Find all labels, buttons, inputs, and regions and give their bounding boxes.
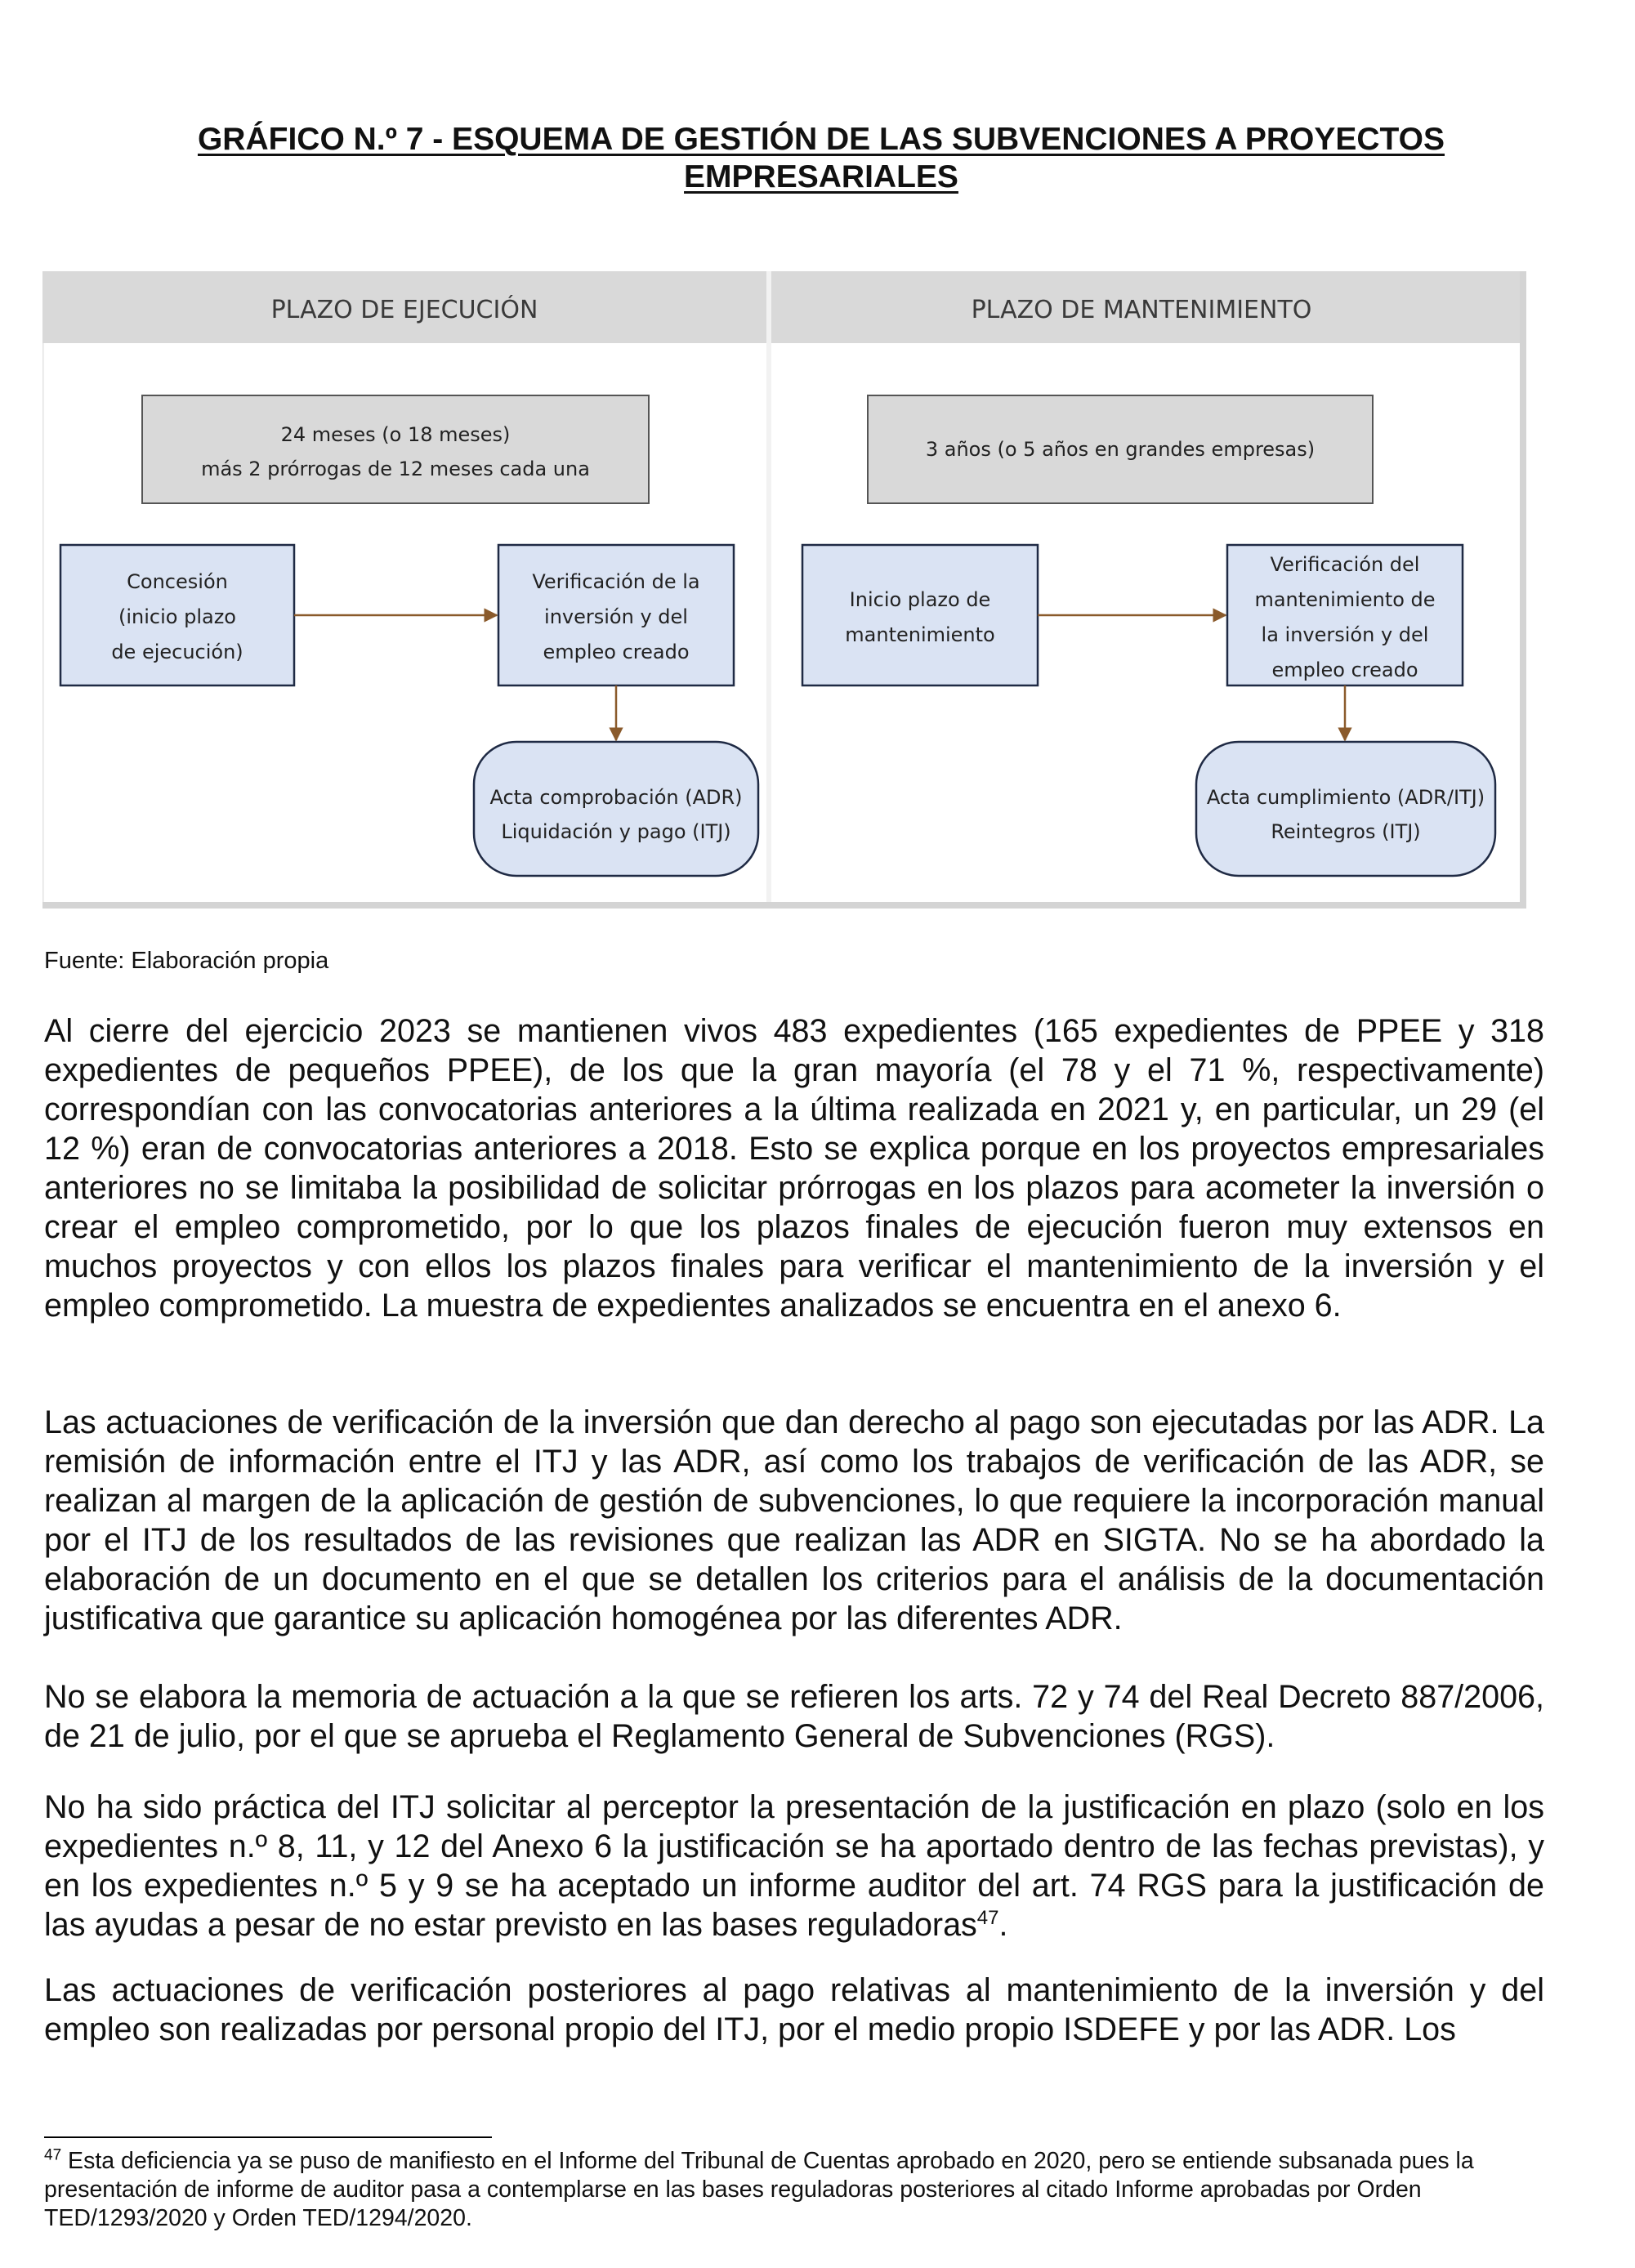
period-maintenance: 3 años (o 5 años en grandes empresas) (925, 438, 1316, 461)
footnote-separator (44, 2136, 492, 2138)
node-verificacion-inversion-line1: Verificación de la (532, 570, 700, 593)
node-acta-cumplimiento (1196, 742, 1495, 876)
footnote-reference-47[interactable]: 47 (976, 1906, 999, 1929)
frame-shadow-bottom (42, 902, 1526, 909)
node-acta-cumplimiento-line2: Reintegros (ITJ) (1271, 820, 1421, 843)
node-verificacion-mantenimiento-line1: Verificación del (1270, 553, 1420, 576)
node-verificacion-inversion-line2: inversión y del (544, 605, 688, 628)
node-acta-comprobacion-line2: Liquidación y pago (ITJ) (501, 820, 731, 843)
node-acta-comprobacion (474, 742, 758, 876)
paragraph-justificacion (44, 1788, 1544, 1944)
period-execution-line1: 24 meses (o 18 meses) (280, 423, 511, 446)
management-scheme-diagram (42, 271, 1526, 909)
footnote-47 (44, 2147, 1544, 2233)
figure-title: GRÁFICO N.º 7 - ESQUEMA DE GESTIÓN DE LAS SUBVENCIONES A PROYECTOS EMPRESARIALES (197, 122, 1445, 194)
footnote-number: 47 (44, 2146, 62, 2164)
header-execution: PLAZO DE EJECUCIÓN (270, 296, 538, 324)
paragraph-expedientes: Al cierre del ejercicio 2023 se mantienen vivos 483 expedientes (165 expedientes de PPEE y 318 expedientes de pequeños PPEE), de los que la gran mayoría (el 78 y el 71 %, respectivamente) correspondían con las convocatorias anteriores a la última realizada en 2021 y, en particular, un 29 (el 12 %) eran de convocatorias anteriores a 2018. Esto se explica porque en los proyectos empresariales anteriores no se limitaba la posibilidad de solicitar prórrogas en los plazos para acometer la inversión o crear el empleo comprometido, por lo que los plazos finales de ejecución fueron muy extensos en muchos proyectos y con ellos los plazos finales para verificar el mantenimiento de la inversión y el empleo comprometido. La muestra de expedientes analizados se encuentra en el anexo 6. (44, 1013, 1544, 1324)
node-concesion-line3: de ejecución) (111, 641, 243, 663)
paragraph-justificacion-text: No ha sido práctica del ITJ solicitar al perceptor la presentación de la justificación en plazo (solo en los expedientes n.º 8, 11, y 12 del Anexo 6 la justificación se ha aportado dentro de las fechas previstas), y en los expedientes n.º 5 y 9 se ha aceptado un informe auditor del art. 74 RGS para la justificación de las ayudas a pesar de no estar previsto en las bases reguladoras (44, 1789, 1544, 1943)
node-inicio-mantenimiento (802, 545, 1038, 685)
node-acta-comprobacion-line1: Acta comprobación (ADR) (489, 786, 743, 809)
frame-shadow-right (1520, 271, 1526, 909)
period-execution-line2: más 2 prórrogas de 12 meses cada una (201, 458, 590, 480)
node-concesion-line1: Concesión (127, 570, 228, 593)
header-maintenance: PLAZO DE MANTENIMIENTO (971, 296, 1312, 324)
node-acta-cumplimiento-line1: Acta cumplimiento (ADR/ITJ) (1206, 786, 1485, 809)
node-verificacion-mantenimiento-line2: mantenimiento de (1254, 588, 1436, 611)
node-inicio-mantenimiento-line2: mantenimiento (845, 623, 995, 646)
paragraph-verificacion-adr: Las actuaciones de verificación de la inversión que dan derecho al pago son ejecutadas por las ADR. La remisión de información entre el ITJ y las ADR, así como los trabajos de verificación de las ADR, se realizan al margen de la aplicación de gestión de subvenciones, lo que requiere la incorporación manual por el ITJ de los resultados de las revisiones que realizan las ADR en SIGTA. No se ha abordado la elaboración de un documento en el que se detallen los criterios para el análisis de la documentación justificativa que garantice su aplicación homogénea por las diferentes ADR. (44, 1404, 1544, 1636)
paragraph-memoria-actuacion: No se elabora la memoria de actuación a la que se refieren los arts. 72 y 74 del Real Decreto 887/2006, de 21 de julio, por el que se aprueba el Reglamento General de Subvenciones (RGS). (44, 1679, 1544, 1754)
paragraph-justificacion-end: . (998, 1907, 1008, 1943)
node-verificacion-mantenimiento-line4: empleo creado (1271, 659, 1418, 681)
footnote-text: Esta deficiencia ya se puso de manifiesto en el Informe del Tribunal de Cuentas aprobado en 2020, pero se entiende subsanada pues la presentación de informe de auditor pasa a contemplarse en las bases reguladoras posteriores al citado Informe aprobadas por Orden TED/1293/2020 y Orden TED/1294/2020. (44, 2148, 1474, 2231)
node-inicio-mantenimiento-line1: Inicio plazo de (849, 588, 991, 611)
node-verificacion-inversion-line3: empleo creado (543, 641, 690, 663)
figure-source-caption: Fuente: Elaboración propia (44, 948, 329, 974)
node-concesion-line2: (inicio plazo (118, 605, 236, 628)
period-box-execution (142, 395, 649, 503)
node-verificacion-mantenimiento-line3: la inversión y del (1261, 623, 1429, 646)
paragraph-verificacion-posterior: Las actuaciones de verificación posteriores al pago relativas al mantenimiento de la inversión y del empleo son realizadas por personal propio del ITJ, por el medio propio ISDEFE y por las ADR. Los (44, 1972, 1544, 2047)
